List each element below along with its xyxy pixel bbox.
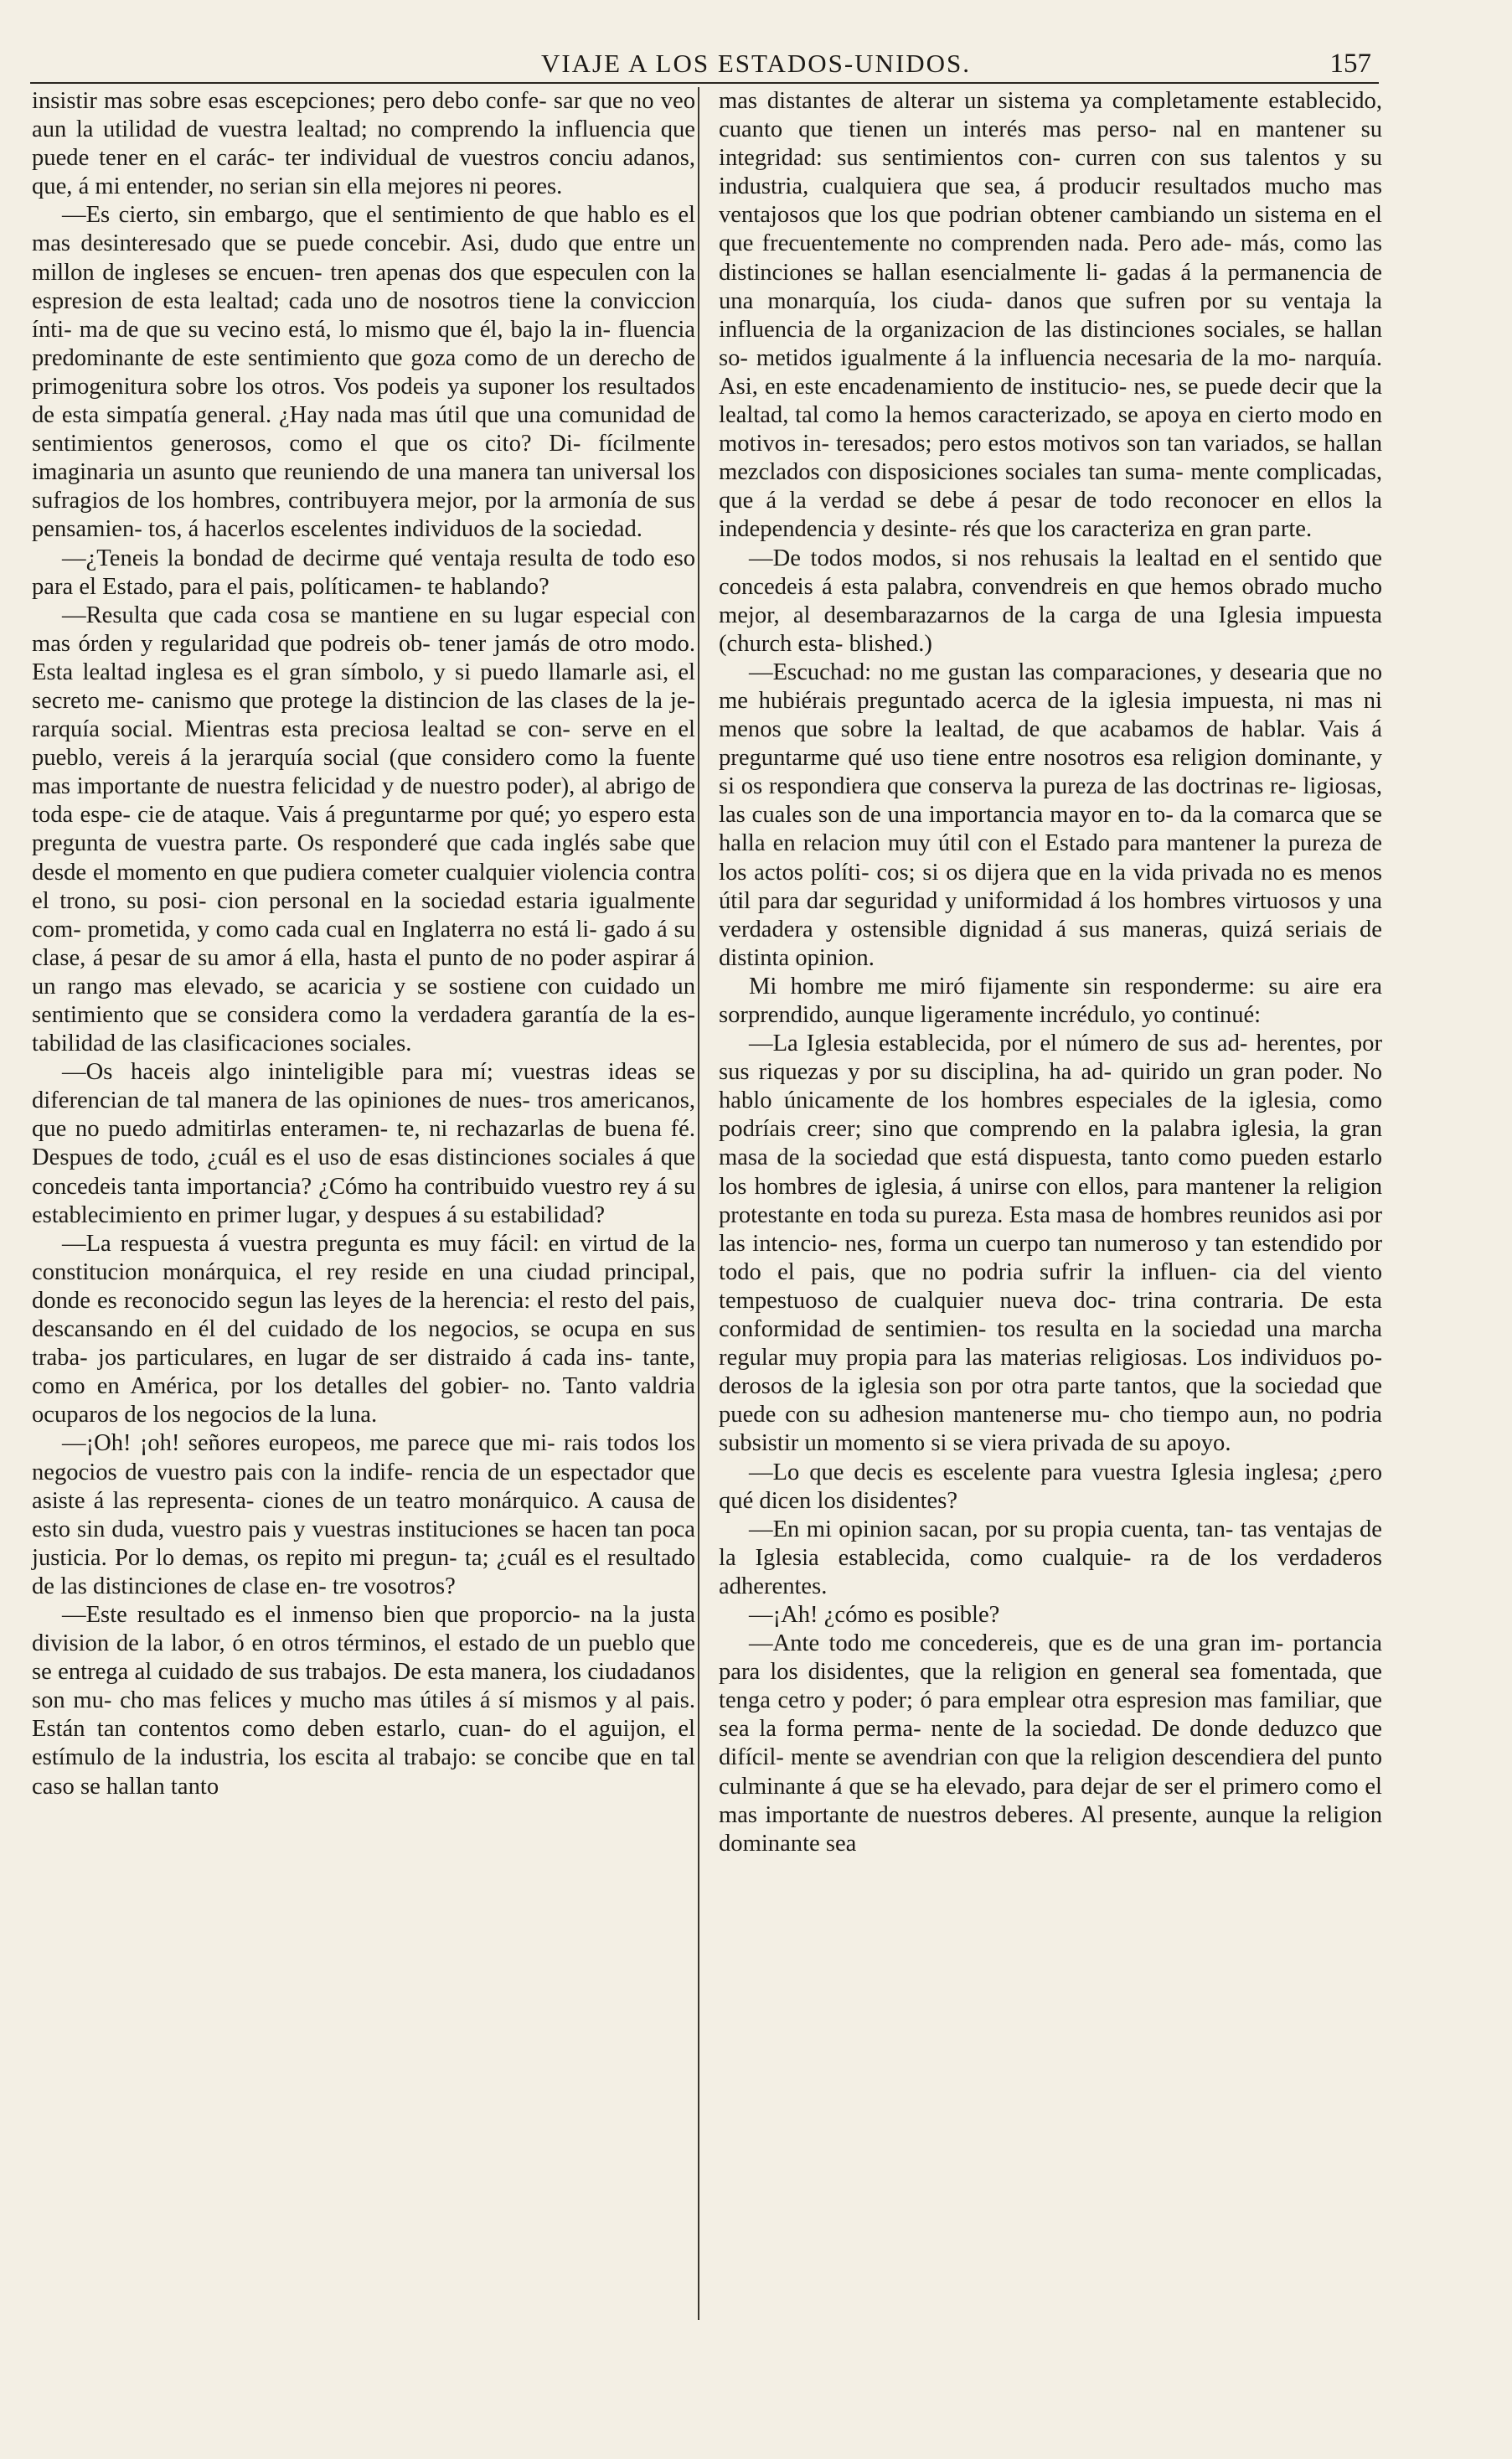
left-column bbox=[32, 87, 695, 1801]
paragraph: —Resulta que cada cosa se mantiene en su lugar especial con mas órden y regularidad que podreis ob- tener jamás de otro modo. Esta lealtad inglesa es el gran símbolo, y si puedo llamarle asi, el secreto me- canismo que protege la distincion de las clases de la je- rarquía social. Mientras esta preciosa lealtad se con- serve en el pueblo, vereis á la jerarquía social (que considero como la fuente mas importante de nuestra felicidad y de nuestro poder), al abrigo de toda espe- cie de ataque. Vais á preguntarme por qué; yo espero esta pregunta de vuestra parte. Os responderé que cada inglés sabe que desde el momento en que pudiera cometer cualquier violencia contra el trono, su posi- cion personal en la sociedad estaria igualmente com- prometida, y como cada cual en Inglaterra no está li- gado á su clase, á pesar de su amor á ella, hasta el punto de no poder aspirar á un rango mas elevado, se acaricia y se sostiene con cuidado un sentimiento que se considera como la verdadera garantía de la es- tabilidad de las clasificaciones sociales. bbox=[32, 602, 695, 1057]
paragraph: —Escuchad: no me gustan las comparaciones, y desearia que no me hubiérais preguntado acerca de la iglesia impuesta, ni mas ni menos que sobre la lealtad, de que acabamos de hablar. Vais á preguntarme qué uso tiene entre nosotros esa religion dominante, y si os respondiera que conserva la pureza de las doctrinas re- ligiosas, las cuales son de una importancia mayor en to- da la comarca que se halla en relacion muy útil con el Estado para mantener la pureza de los actos políti- cos; si os dijera que en la vida privada no es menos útil para dar seguridad y uniformidad á los hombres virtuosos y una verdadera y ostensible dignidad á sus maneras, quizá seriais de distinta opinion. bbox=[719, 659, 1382, 971]
paragraph: insistir mas sobre esas escepciones; pero debo confe- sar que no veo aun la utilidad de vuestra lealtad; no comprendo la influencia que puede tener en el carác- ter individual de vuestros conciu adanos, que, á mi entender, no serian sin ella mejores ni peores. bbox=[32, 88, 695, 200]
paragraph: —La Iglesia establecida, por el número de sus ad- herentes, por sus riquezas y por su disciplina, ha ad- quirido un gran poder. No hablo únicamente de los hombres especiales de la iglesia, como podríais creer; sino que comprendo en la palabra iglesia, la gran masa de la sociedad que está dispuesta, tanto como pueden estarlo los hombres de iglesia, á unirse con ellos, para mantener la religion protestante en toda su pureza. Esta masa de hombres reunidos asi por las intencio- nes, forma un cuerpo tan numeroso y tan estendido por todo el pais, que no podria sufrir la influen- cia del viento tempestuoso de cualquier nueva doc- trina contraria. De esta conformidad de sentimien- tos resulta en la sociedad una marcha regular muy propia para las materias religiosas. Los individuos po- derosos de la iglesia son por otra parte tantos, que la sociedad que puede con su adhesion mantenerse mu- cho tiempo aun, no podria subsistir un momento si se viera privada de su apoyo. bbox=[719, 1031, 1382, 1457]
page-number: 157 bbox=[1329, 49, 1371, 79]
paragraph: —De todos modos, si nos rehusais la lealtad en el sentido que concedeis á esta palabra, convendreis en que hemos obrado mucho mejor, al desembarazarnos de la carga de una Iglesia impuesta (church esta- blished.) bbox=[719, 545, 1382, 657]
paragraph: —¿Teneis la bondad de decirme qué ventaja resulta de todo eso para el Estado, para el pais, políticamen- te hablando? bbox=[32, 545, 695, 600]
paragraph: —Lo que decis es escelente para vuestra Iglesia inglesa; ¿pero qué dicen los disidentes? bbox=[719, 1459, 1382, 1514]
paragraph: mas distantes de alterar un sistema ya completamente establecido, cuanto que tienen un interés mas perso- nal en mantener su integridad: sus sentimientos con- curren con sus talentos y su industria, cualquiera que sea, á producir resultados mucho mas ventajosos que los que podrian obtener cambiando un sistema en el que frecuentemente no comprenden nada. Pero ade- más, como las distinciones se hallan esencialmente li- gadas á la permanencia de una monarquía, los ciuda- danos que sufren por su ventaja la influencia de la organizacion de las distinciones sociales, se hallan so- metidos igualmente á la influencia necesaria de la mo- narquía. Asi, en este encadenamiento de institucio- nes, se puede decir que la lealtad, tal como la hemos caracterizado, se apoya en cierto modo en motivos in- teresados; pero estos motivos son tan variados, se hallan mezclados con disposiciones sociales tan suma- mente complicadas, que á la verdad se debe á pesar de todo reconocer en ellos la independencia y desinte- rés que los caracteriza en gran parte. bbox=[719, 88, 1382, 543]
paragraph: Mi hombre me miró fijamente sin responderme: su aire era sorprendido, aunque ligeramente incrédulo, yo continué: bbox=[719, 973, 1382, 1028]
paragraph: —La respuesta á vuestra pregunta es muy fácil: en virtud de la constitucion monárquica, el rey reside en una ciudad principal, donde es reconocido segun las leyes de la herencia: el resto del pais, descansando en él del cuidado de los negocios, se ocupa en sus traba- jos particulares, en lugar de ser distraido á cada ins- tante, como en América, por los detalles del gobier- no. Tanto valdria ocuparos de los negocios de la luna. bbox=[32, 1230, 695, 1428]
paragraph: —Os haceis algo ininteligible para mí; vuestras ideas se diferencian de tal manera de las opiniones de nues- tros americanos, que no puedo admitirlas enteramen- te, ni rechazarlas de buena fé. Despues de todo, ¿cuál es el uso de esas distinciones sociales á que concedeis tanta importancia? ¿Cómo ha contribuido vuestro rey á su establecimiento en primer lugar, y despues á su estabilidad? bbox=[32, 1059, 695, 1228]
paragraph: —Ante todo me concedereis, que es de una gran im- portancia para los disidentes, que la religion en general sea fomentada, que tenga cetro y poder; ó para emplear otra espresion mas familiar, que sea la forma perma- nente de la sociedad. De donde deduzco que difícil- mente se avendrian con que la religion descendiera del punto culminante á que se ha elevado, para dejar de ser el primero como el mas importante de nuestros deberes. Al presente, aunque la religion dominante sea bbox=[719, 1630, 1382, 1857]
right-column bbox=[719, 87, 1382, 1858]
paragraph: —¡Ah! ¿cómo es posible? bbox=[749, 1601, 1000, 1628]
paragraph: —En mi opinion sacan, por su propia cuenta, tan- tas ventajas de la Iglesia establecida, como cualquie- ra de los verdaderos adherentes. bbox=[719, 1516, 1382, 1599]
paragraph: —¡Oh! ¡oh! señores europeos, me parece que mi- rais todos los negocios de vuestro pais con la indife- rencia de un espectador que asiste á las representa- ciones de un teatro monárquico. A causa de esto sin duda, vuestro pais y vuestras instituciones se hacen tan poca justicia. Por lo demas, os repito mi pregun- ta; ¿cuál es el resultado de las distinciones de clase en- tre vosotros? bbox=[32, 1430, 695, 1599]
header-rule bbox=[30, 82, 1379, 84]
column-divider bbox=[698, 87, 699, 2320]
paragraph: —Es cierto, sin embargo, que el sentimiento de que hablo es el mas desinteresado que se puede concebir. Asi, dudo que entre un millon de ingleses se encuen- tren apenas dos que especulen con la espresion de esta lealtad; cada uno de nosotros tiene la conviccion ínti- ma de que su vecino está, lo mismo que él, bajo la in- fluencia predominante de este sentimiento que goza como de un derecho de primogenitura sobre los otros. Vos podeis ya suponer los resultados de esta simpatía general. ¿Hay nada mas útil que una comunidad de sentimientos generosos, como el que os cito? Di- fícilmente imaginaria un asunto que reuniendo de una manera tan universal los sufragios de los hombres, contribuyera mejor, por la armonía de sus pensamien- tos, á hacerlos escelentes individuos de la sociedad. bbox=[32, 202, 695, 543]
running-title: VIAJE A LOS ESTADOS-UNIDOS. bbox=[540, 49, 972, 78]
paragraph: —Este resultado es el inmenso bien que proporcio- na la justa division de la labor, ó en otros términos, el estado de un pueblo que se entrega al cuidado de sus trabajos. De esta manera, los ciudadanos son mu- cho mas felices y mucho mas útiles á sí mismos y al pais. Están tan contentos como deben estarlo, cuan- do el aguijon, el estímulo de la industria, los escita al trabajo: se concibe que en tal caso se hallan tanto bbox=[32, 1601, 695, 1800]
